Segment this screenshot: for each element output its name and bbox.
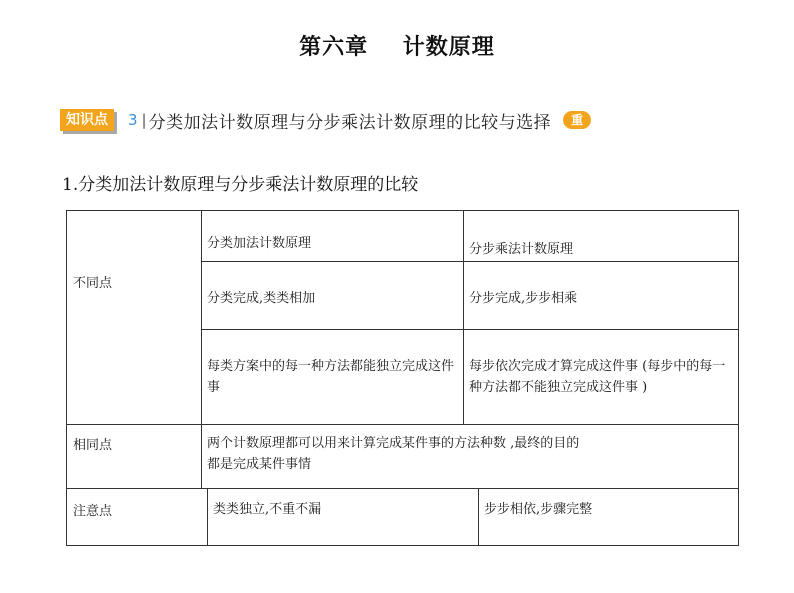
knowledge-point-badge: 知识点: [60, 109, 114, 131]
row-label-difference: 不同点: [73, 276, 113, 291]
table-divider: [67, 488, 739, 489]
chapter-title: 第六章 计数原理: [299, 35, 495, 60]
knowledge-point-separator: |: [141, 111, 147, 129]
importance-tag: 重: [563, 111, 591, 129]
comparison-table: [66, 210, 739, 546]
difference-2-addition: 每类方案中的每一种方法都能独立完成这件事: [207, 359, 455, 395]
section-heading: 1.分类加法计数原理与分步乘法计数原理的比较: [62, 175, 419, 195]
difference-1-multiplication: 分步完成,步步相乘: [469, 291, 578, 306]
row-label-similarity: 相同点: [73, 438, 113, 453]
table-divider: [201, 261, 739, 262]
header-addition-principle: 分类加法计数原理: [207, 236, 312, 251]
knowledge-point-number: 3: [128, 111, 138, 129]
difference-1-addition: 分类完成,类类相加: [207, 291, 316, 306]
header-multiplication-principle: 分步乘法计数原理: [469, 242, 574, 257]
notes-multiplication: 步步相依,步骤完整: [484, 502, 593, 517]
knowledge-point-title: 分类加法计数原理与分步乘法计数原理的比较与选择: [148, 112, 552, 133]
notes-addition: 类类独立,不重不漏: [213, 502, 322, 517]
knowledge-point-bar: [60, 108, 591, 132]
difference-2-multiplication: 每步依次完成才算完成这件事 (每步中的每一种方法都不能独立完成这件事 ): [469, 359, 726, 395]
table-divider: [67, 424, 739, 425]
table-divider: [201, 329, 739, 330]
similarity-text: 两个计数原理都可以用来计算完成某件事的方法种数 ,最终的目的都是完成某件事情: [207, 436, 580, 472]
row-label-notes: 注意点: [73, 504, 113, 519]
